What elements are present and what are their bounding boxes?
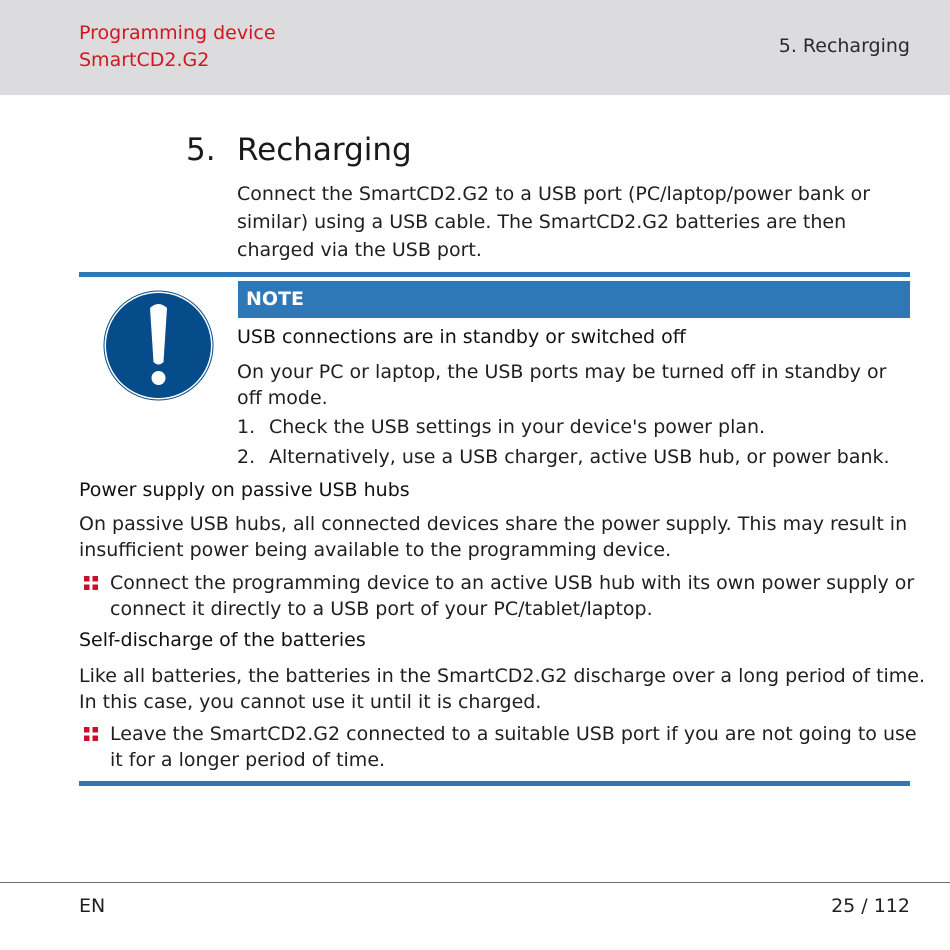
step-number: 1. [237,416,256,438]
page-header [0,0,950,95]
note-bottom-rule [79,781,910,786]
bullet-item-passive-hubs [79,570,919,622]
header-product-line2: SmartCD2.G2 [79,49,210,71]
chapter-title: Recharging [237,132,412,168]
subheading-self-discharge: Self-discharge of the batteries [79,629,366,651]
paragraph-passive-hubs: On passive USB hubs, all connected devices share the power supply. This may result in insufficient power being available to the programming device. [79,513,908,561]
bullet-text: Leave the SmartCD2.G2 connected to a suitable USB port if you are not going to use it for a longer period of time. [110,723,917,771]
action-bullet-icon [84,576,98,590]
header-product-line1: Programming device [79,22,276,44]
step-text: Alternatively, use a USB charger, active USB hub, or power bank. [269,446,890,468]
bullet-item-self-discharge [79,721,919,773]
note-steps-list [237,412,890,472]
exclamation-icon [103,290,214,401]
step-text: Check the USB settings in your device's power plan. [269,416,766,438]
step-number: 2. [237,446,256,468]
header-section-title: 5. Recharging [778,35,910,57]
subheading-passive-hubs: Power supply on passive USB hubs [79,479,410,501]
bullet-text: Connect the programming device to an active USB hub with its own power supply or connect it directly to a USB port of your PC/tablet/laptop. [110,572,915,620]
intro-paragraph: Connect the SmartCD2.G2 to a USB port (PC/laptop/power bank or similar) using a USB cable. The SmartCD2.G2 batteries are then charged via the USB port. [237,183,871,261]
note-top-rule [79,272,910,277]
footer-divider [0,882,950,883]
paragraph-self-discharge: Like all batteries, the batteries in the SmartCD2.G2 discharge over a long period of time. In this case, you cannot use it until it is charged. [79,665,926,713]
note-text: On your PC or laptop, the USB ports may be turned off in standby or off mode. [237,361,887,409]
note-label-bar: NOTE [238,281,910,318]
list-item [237,442,890,472]
list-item [237,412,890,442]
header-product-name [79,20,276,74]
chapter-number: 5. [186,132,216,168]
action-bullet-icon [84,727,98,741]
note-title: USB connections are in standby or switched off [237,326,686,348]
chapter-heading [186,132,412,168]
footer-language: EN [79,895,106,917]
footer-page-number: 25 / 112 [831,895,910,917]
